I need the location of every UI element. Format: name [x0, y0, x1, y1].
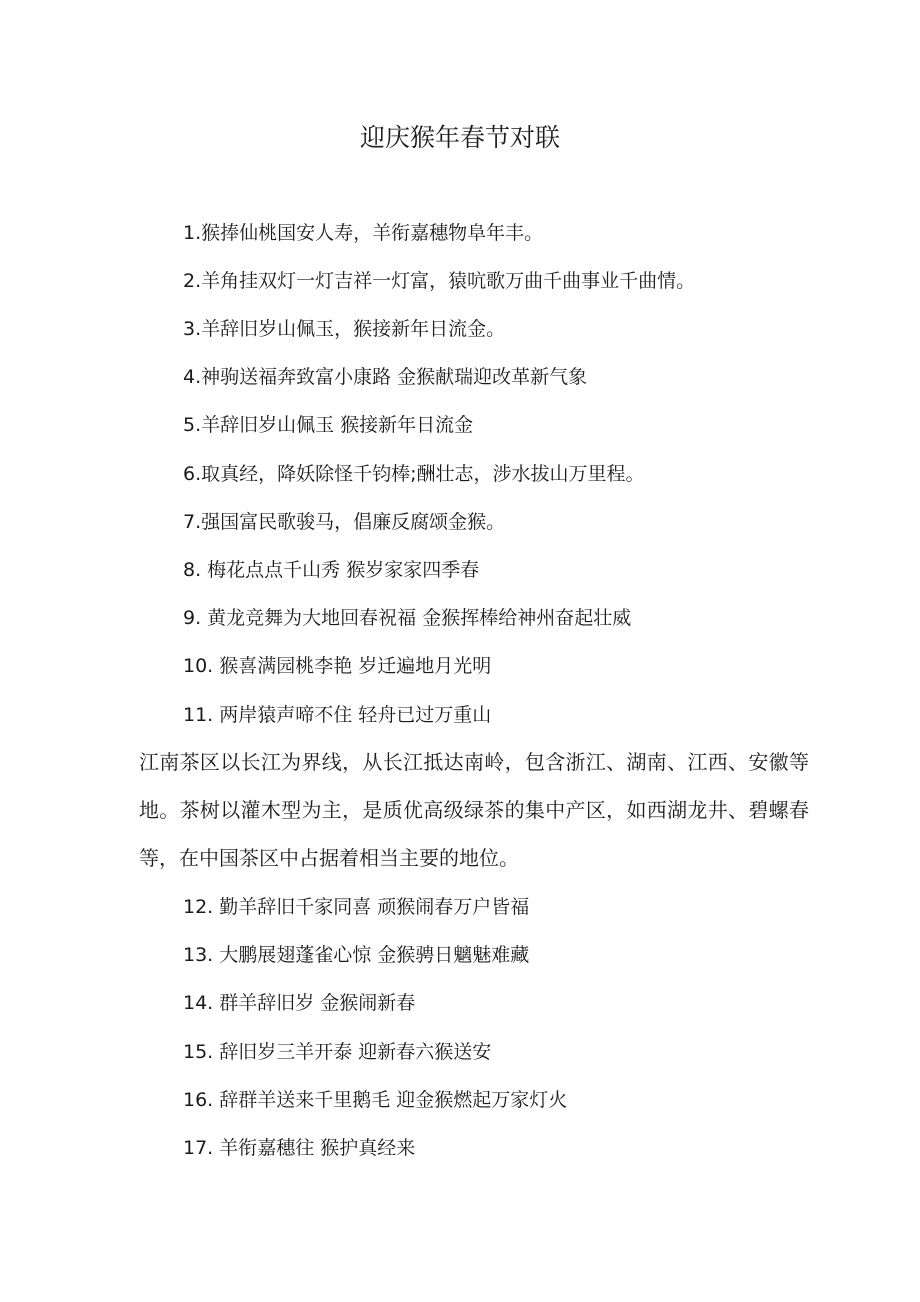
page-title: 迎庆猴年春节对联 — [359, 123, 560, 152]
couplet-line-15: 15. 辞旧岁三羊开泰 迎新春六猴送安 — [183, 1041, 492, 1063]
couplet-line-4: 4.神驹送福奔致富小康路 金猴献瑞迎改革新气象 — [183, 366, 588, 388]
couplet-line-17: 17. 羊衔嘉穗往 猴护真经来 — [183, 1137, 416, 1159]
couplet-line-7: 7.强国富民歌骏马，倡廉反腐颂金猴。 — [183, 511, 506, 533]
tea-region-paragraph: 江南茶区以长江为界线，从长江抵达南岭，包含浙江、湖南、江西、安徽等地。茶树以灌木型为主，是质优高级绿茶的集中产区，如西湖龙井、碧螺春等，在中国茶区中占据着相当主要的地位。 — [139, 750, 809, 870]
couplet-line-10: 10. 猴喜满园桃李艳 岁迁遍地月光明 — [183, 655, 492, 677]
couplet-line-14: 14. 群羊辞旧岁 金猴闹新春 — [183, 992, 416, 1014]
couplet-line-11: 11. 两岸猿声啼不住 轻舟已过万重山 — [183, 704, 492, 726]
couplet-line-2: 2.羊角挂双灯一灯吉祥一灯富，猿吭歌万曲千曲事业千曲情。 — [183, 270, 696, 292]
couplet-line-6: 6.取真经，降妖除怪千钧棒;酬壮志，涉水拔山万里程。 — [183, 463, 645, 485]
couplet-line-12: 12. 勤羊辞旧千家同喜 顽猴闹春万户皆福 — [183, 896, 530, 918]
couplet-line-13: 13. 大鹏展翅蓬雀心惊 金猴骋日魑魅难藏 — [183, 944, 530, 966]
couplet-line-16: 16. 辞群羊送来千里鹅毛 迎金猴燃起万家灯火 — [183, 1089, 568, 1111]
couplet-line-1: 1.猴捧仙桃国安人寿，羊衔嘉穗物阜年丰。 — [183, 222, 544, 244]
couplet-line-5: 5.羊辞旧岁山佩玉 猴接新年日流金 — [183, 414, 474, 436]
couplet-line-3: 3.羊辞旧岁山佩玉，猴接新年日流金。 — [183, 318, 506, 340]
couplet-line-8: 8. 梅花点点千山秀 猴岁家家四季春 — [183, 559, 480, 581]
couplet-line-9: 9. 黄龙竞舞为大地回春祝福 金猴挥棒给神州奋起壮威 — [183, 607, 632, 629]
